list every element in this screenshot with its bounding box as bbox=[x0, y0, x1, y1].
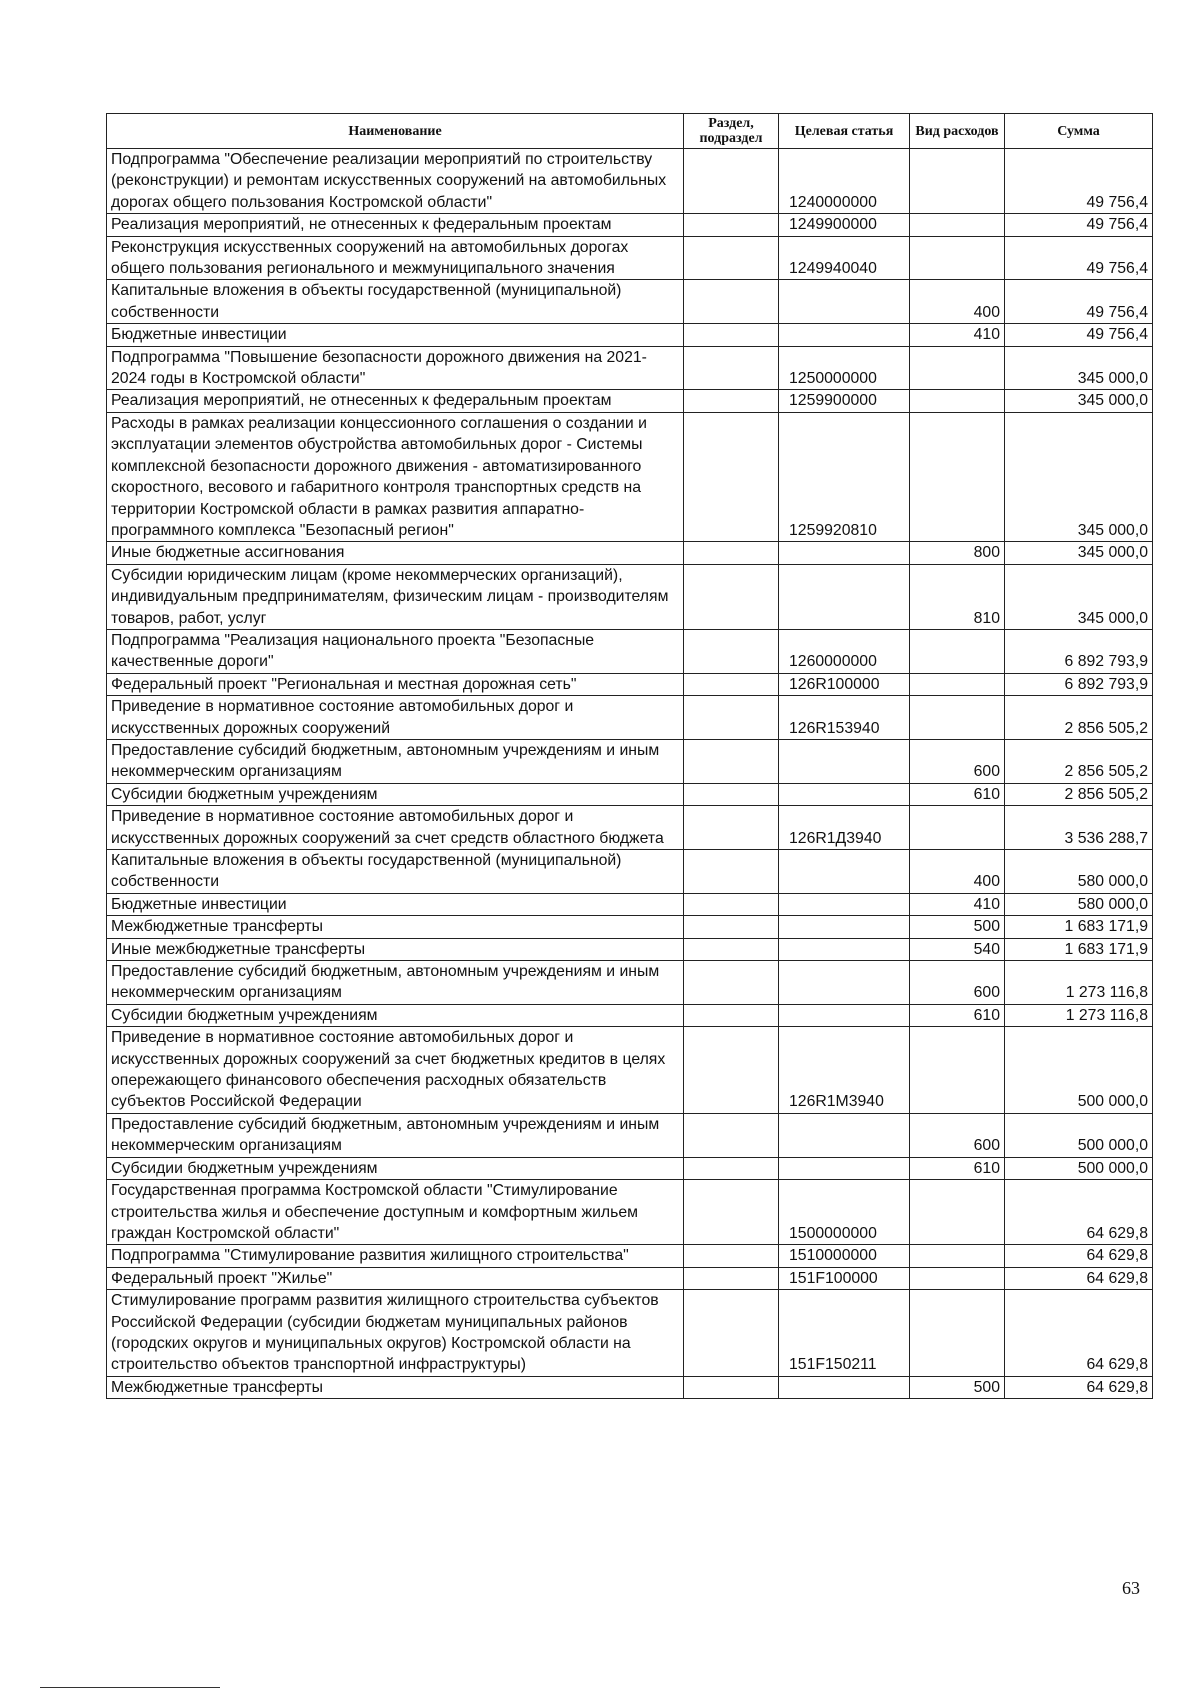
table-row bbox=[107, 214, 1153, 236]
cell-amount: 6 892 793,9 bbox=[1005, 629, 1153, 673]
cell-section bbox=[684, 961, 779, 1005]
cell-target bbox=[779, 1157, 910, 1179]
cell-name: Приведение в нормативное состояние автомобильных дорог и искусственных дорожных сооружений за счет бюджетных кредитов в целях опережающего финансового обеспечения расходных обязательств субъектов Российской Федерации bbox=[107, 1027, 684, 1114]
cell-expense bbox=[910, 214, 1005, 236]
cell-target: 151F100000 bbox=[779, 1267, 910, 1289]
cell-name: Капитальные вложения в объекты государственной (муниципальной) собственности bbox=[107, 850, 684, 894]
cell-target bbox=[779, 783, 910, 805]
cell-amount: 1 683 171,9 bbox=[1005, 938, 1153, 960]
cell-section bbox=[684, 739, 779, 783]
cell-amount: 345 000,0 bbox=[1005, 412, 1153, 541]
header-target: Целевая статья bbox=[779, 114, 910, 149]
table-row bbox=[107, 961, 1153, 1005]
cell-target: 1259900000 bbox=[779, 390, 910, 412]
table-row bbox=[107, 1376, 1153, 1398]
cell-name: Расходы в рамках реализации концессионного соглашения о создании и эксплуатации элементов обустройства автомобильных дорог - Системы комплексной безопасности дорожного движения - автоматизированного скоростного, весового и габаритного контроля транспортных средств на территории Костромской области в рамках развития аппаратно-программного комплекса "Безопасный регион" bbox=[107, 412, 684, 541]
cell-name: Предоставление субсидий бюджетным, автономным учреждениям и иным некоммерческим организациям bbox=[107, 1113, 684, 1157]
cell-expense bbox=[910, 149, 1005, 214]
cell-section bbox=[684, 629, 779, 673]
table-row bbox=[107, 1267, 1153, 1289]
cell-target bbox=[779, 564, 910, 629]
table-row bbox=[107, 739, 1153, 783]
table-row bbox=[107, 149, 1153, 214]
cell-amount: 49 756,4 bbox=[1005, 324, 1153, 346]
cell-section bbox=[684, 236, 779, 280]
cell-name: Государственная программа Костромской области "Стимулирование строительства жилья и обеспечение доступным и комфортным жильем граждан Костромской области" bbox=[107, 1180, 684, 1245]
cell-name: Бюджетные инвестиции bbox=[107, 324, 684, 346]
table-row bbox=[107, 1157, 1153, 1179]
cell-expense: 540 bbox=[910, 938, 1005, 960]
cell-amount: 580 000,0 bbox=[1005, 850, 1153, 894]
cell-section bbox=[684, 346, 779, 390]
cell-name: Капитальные вложения в объекты государственной (муниципальной) собственности bbox=[107, 280, 684, 324]
table-row bbox=[107, 1113, 1153, 1157]
cell-target bbox=[779, 938, 910, 960]
table-row bbox=[107, 916, 1153, 938]
cell-expense: 610 bbox=[910, 1004, 1005, 1026]
cell-expense bbox=[910, 236, 1005, 280]
table-row bbox=[107, 236, 1153, 280]
cell-name: Реализация мероприятий, не отнесенных к федеральным проектам bbox=[107, 390, 684, 412]
cell-amount: 64 629,8 bbox=[1005, 1376, 1153, 1398]
table-row bbox=[107, 893, 1153, 915]
cell-target bbox=[779, 916, 910, 938]
cell-name: Предоставление субсидий бюджетным, автономным учреждениям и иным некоммерческим организациям bbox=[107, 739, 684, 783]
cell-name: Субсидии бюджетным учреждениям bbox=[107, 1157, 684, 1179]
cell-target bbox=[779, 739, 910, 783]
budget-table bbox=[106, 113, 1153, 1399]
cell-name: Иные межбюджетные трансферты bbox=[107, 938, 684, 960]
cell-amount: 1 273 116,8 bbox=[1005, 961, 1153, 1005]
cell-amount: 49 756,4 bbox=[1005, 236, 1153, 280]
cell-expense: 400 bbox=[910, 280, 1005, 324]
cell-section bbox=[684, 783, 779, 805]
cell-name: Подпрограмма "Реализация национального проекта "Безопасные качественные дороги" bbox=[107, 629, 684, 673]
cell-amount: 49 756,4 bbox=[1005, 149, 1153, 214]
cell-expense: 410 bbox=[910, 324, 1005, 346]
cell-amount: 345 000,0 bbox=[1005, 542, 1153, 564]
cell-target: 1240000000 bbox=[779, 149, 910, 214]
cell-name: Реконструкция искусственных сооружений на автомобильных дорогах общего пользования регионального и межмуниципального значения bbox=[107, 236, 684, 280]
cell-target bbox=[779, 961, 910, 1005]
cell-expense bbox=[910, 346, 1005, 390]
cell-name: Подпрограмма "Повышение безопасности дорожного движения на 2021-2024 годы в Костромской области" bbox=[107, 346, 684, 390]
cell-target: 126R100000 bbox=[779, 673, 910, 695]
cell-target bbox=[779, 1376, 910, 1398]
cell-expense bbox=[910, 1267, 1005, 1289]
cell-target bbox=[779, 280, 910, 324]
cell-expense: 410 bbox=[910, 893, 1005, 915]
cell-name: Иные бюджетные ассигнования bbox=[107, 542, 684, 564]
table-header-row bbox=[107, 114, 1153, 149]
cell-amount: 2 856 505,2 bbox=[1005, 783, 1153, 805]
table-row bbox=[107, 390, 1153, 412]
cell-amount: 49 756,4 bbox=[1005, 214, 1153, 236]
header-expense: Вид расходов bbox=[910, 114, 1005, 149]
cell-name: Бюджетные инвестиции bbox=[107, 893, 684, 915]
footer-rule bbox=[40, 1687, 220, 1688]
cell-section bbox=[684, 542, 779, 564]
cell-target: 126R1Д3940 bbox=[779, 806, 910, 850]
cell-section bbox=[684, 850, 779, 894]
cell-amount: 500 000,0 bbox=[1005, 1027, 1153, 1114]
cell-amount: 64 629,8 bbox=[1005, 1267, 1153, 1289]
cell-target: 126R1M3940 bbox=[779, 1027, 910, 1114]
table-row bbox=[107, 1004, 1153, 1026]
header-amount: Сумма bbox=[1005, 114, 1153, 149]
cell-section bbox=[684, 1267, 779, 1289]
cell-target: 1259920810 bbox=[779, 412, 910, 541]
cell-amount: 64 629,8 bbox=[1005, 1180, 1153, 1245]
cell-section bbox=[684, 1245, 779, 1267]
cell-amount: 500 000,0 bbox=[1005, 1157, 1153, 1179]
cell-section bbox=[684, 1027, 779, 1114]
cell-section bbox=[684, 1376, 779, 1398]
table-row bbox=[107, 280, 1153, 324]
cell-expense bbox=[910, 412, 1005, 541]
cell-expense: 600 bbox=[910, 961, 1005, 1005]
cell-section bbox=[684, 1113, 779, 1157]
cell-amount: 49 756,4 bbox=[1005, 280, 1153, 324]
cell-expense bbox=[910, 1290, 1005, 1377]
cell-section bbox=[684, 696, 779, 740]
cell-section bbox=[684, 412, 779, 541]
cell-name: Приведение в нормативное состояние автомобильных дорог и искусственных дорожных сооружений за счет средств областного бюджета bbox=[107, 806, 684, 850]
cell-expense: 500 bbox=[910, 1376, 1005, 1398]
cell-name: Федеральный проект "Региональная и местная дорожная сеть" bbox=[107, 673, 684, 695]
cell-target bbox=[779, 893, 910, 915]
cell-expense: 800 bbox=[910, 542, 1005, 564]
header-name: Наименование bbox=[107, 114, 684, 149]
cell-amount: 1 273 116,8 bbox=[1005, 1004, 1153, 1026]
table-row bbox=[107, 1290, 1153, 1377]
cell-name: Предоставление субсидий бюджетным, автономным учреждениям и иным некоммерческим организациям bbox=[107, 961, 684, 1005]
table-row bbox=[107, 806, 1153, 850]
cell-amount: 1 683 171,9 bbox=[1005, 916, 1153, 938]
cell-name: Межбюджетные трансферты bbox=[107, 1376, 684, 1398]
table-row bbox=[107, 1027, 1153, 1114]
cell-name: Реализация мероприятий, не отнесенных к федеральным проектам bbox=[107, 214, 684, 236]
cell-target bbox=[779, 850, 910, 894]
cell-section bbox=[684, 564, 779, 629]
cell-expense bbox=[910, 1245, 1005, 1267]
cell-name: Стимулирование программ развития жилищного строительства субъектов Российской Федерации (субсидии бюджетам муниципальных районов (городских округов и муниципальных округов) Костромской области на строительство объектов транспортной инфраструктуры) bbox=[107, 1290, 684, 1377]
table-row bbox=[107, 412, 1153, 541]
cell-target bbox=[779, 1113, 910, 1157]
cell-amount: 500 000,0 bbox=[1005, 1113, 1153, 1157]
header-section: Раздел, подраздел bbox=[684, 114, 779, 149]
cell-target: 126R153940 bbox=[779, 696, 910, 740]
cell-amount: 64 629,8 bbox=[1005, 1290, 1153, 1377]
cell-expense bbox=[910, 696, 1005, 740]
cell-amount: 345 000,0 bbox=[1005, 564, 1153, 629]
cell-expense: 610 bbox=[910, 783, 1005, 805]
cell-amount: 6 892 793,9 bbox=[1005, 673, 1153, 695]
cell-target: 1260000000 bbox=[779, 629, 910, 673]
cell-expense bbox=[910, 1027, 1005, 1114]
table-row bbox=[107, 564, 1153, 629]
cell-expense: 600 bbox=[910, 1113, 1005, 1157]
table-row bbox=[107, 542, 1153, 564]
cell-name: Федеральный проект "Жилье" bbox=[107, 1267, 684, 1289]
cell-amount: 64 629,8 bbox=[1005, 1245, 1153, 1267]
cell-target: 1249900000 bbox=[779, 214, 910, 236]
cell-expense: 500 bbox=[910, 916, 1005, 938]
table-row bbox=[107, 850, 1153, 894]
cell-target: 1510000000 bbox=[779, 1245, 910, 1267]
table-row bbox=[107, 783, 1153, 805]
cell-name: Межбюджетные трансферты bbox=[107, 916, 684, 938]
cell-amount: 2 856 505,2 bbox=[1005, 739, 1153, 783]
cell-target: 1250000000 bbox=[779, 346, 910, 390]
cell-section bbox=[684, 806, 779, 850]
cell-expense: 610 bbox=[910, 1157, 1005, 1179]
cell-section bbox=[684, 149, 779, 214]
table-row bbox=[107, 346, 1153, 390]
cell-section bbox=[684, 390, 779, 412]
table-row bbox=[107, 1245, 1153, 1267]
cell-target bbox=[779, 1004, 910, 1026]
cell-expense bbox=[910, 1180, 1005, 1245]
table-row bbox=[107, 673, 1153, 695]
cell-section bbox=[684, 673, 779, 695]
cell-name: Субсидии бюджетным учреждениям bbox=[107, 1004, 684, 1026]
cell-expense: 400 bbox=[910, 850, 1005, 894]
page-number: 63 bbox=[1122, 1578, 1140, 1598]
cell-section bbox=[684, 1157, 779, 1179]
table-row bbox=[107, 324, 1153, 346]
cell-section bbox=[684, 1290, 779, 1377]
cell-amount: 345 000,0 bbox=[1005, 390, 1153, 412]
cell-expense bbox=[910, 673, 1005, 695]
cell-expense bbox=[910, 806, 1005, 850]
table-row bbox=[107, 629, 1153, 673]
cell-amount: 3 536 288,7 bbox=[1005, 806, 1153, 850]
cell-expense bbox=[910, 629, 1005, 673]
cell-target bbox=[779, 324, 910, 346]
cell-amount: 580 000,0 bbox=[1005, 893, 1153, 915]
cell-section bbox=[684, 324, 779, 346]
cell-section bbox=[684, 893, 779, 915]
cell-section bbox=[684, 1180, 779, 1245]
cell-name: Подпрограмма "Обеспечение реализации мероприятий по строительству (реконструкции) и ремонтам искусственных сооружений на автомобильных дорогах общего пользования Костромской области" bbox=[107, 149, 684, 214]
cell-target: 1500000000 bbox=[779, 1180, 910, 1245]
cell-section bbox=[684, 1004, 779, 1026]
table-row bbox=[107, 1180, 1153, 1245]
cell-target: 151F150211 bbox=[779, 1290, 910, 1377]
cell-target: 1249940040 bbox=[779, 236, 910, 280]
cell-expense bbox=[910, 390, 1005, 412]
cell-name: Субсидии бюджетным учреждениям bbox=[107, 783, 684, 805]
cell-name: Субсидии юридическим лицам (кроме некоммерческих организаций), индивидуальным предпринимателям, физическим лицам - производителям товаров, работ, услуг bbox=[107, 564, 684, 629]
table-row bbox=[107, 696, 1153, 740]
table-row bbox=[107, 938, 1153, 960]
cell-section bbox=[684, 214, 779, 236]
cell-expense: 600 bbox=[910, 739, 1005, 783]
cell-section bbox=[684, 280, 779, 324]
cell-amount: 345 000,0 bbox=[1005, 346, 1153, 390]
cell-section bbox=[684, 938, 779, 960]
cell-name: Подпрограмма "Стимулирование развития жилищного строительства" bbox=[107, 1245, 684, 1267]
cell-section bbox=[684, 916, 779, 938]
cell-target bbox=[779, 542, 910, 564]
cell-expense: 810 bbox=[910, 564, 1005, 629]
cell-name: Приведение в нормативное состояние автомобильных дорог и искусственных дорожных сооружений bbox=[107, 696, 684, 740]
cell-amount: 2 856 505,2 bbox=[1005, 696, 1153, 740]
